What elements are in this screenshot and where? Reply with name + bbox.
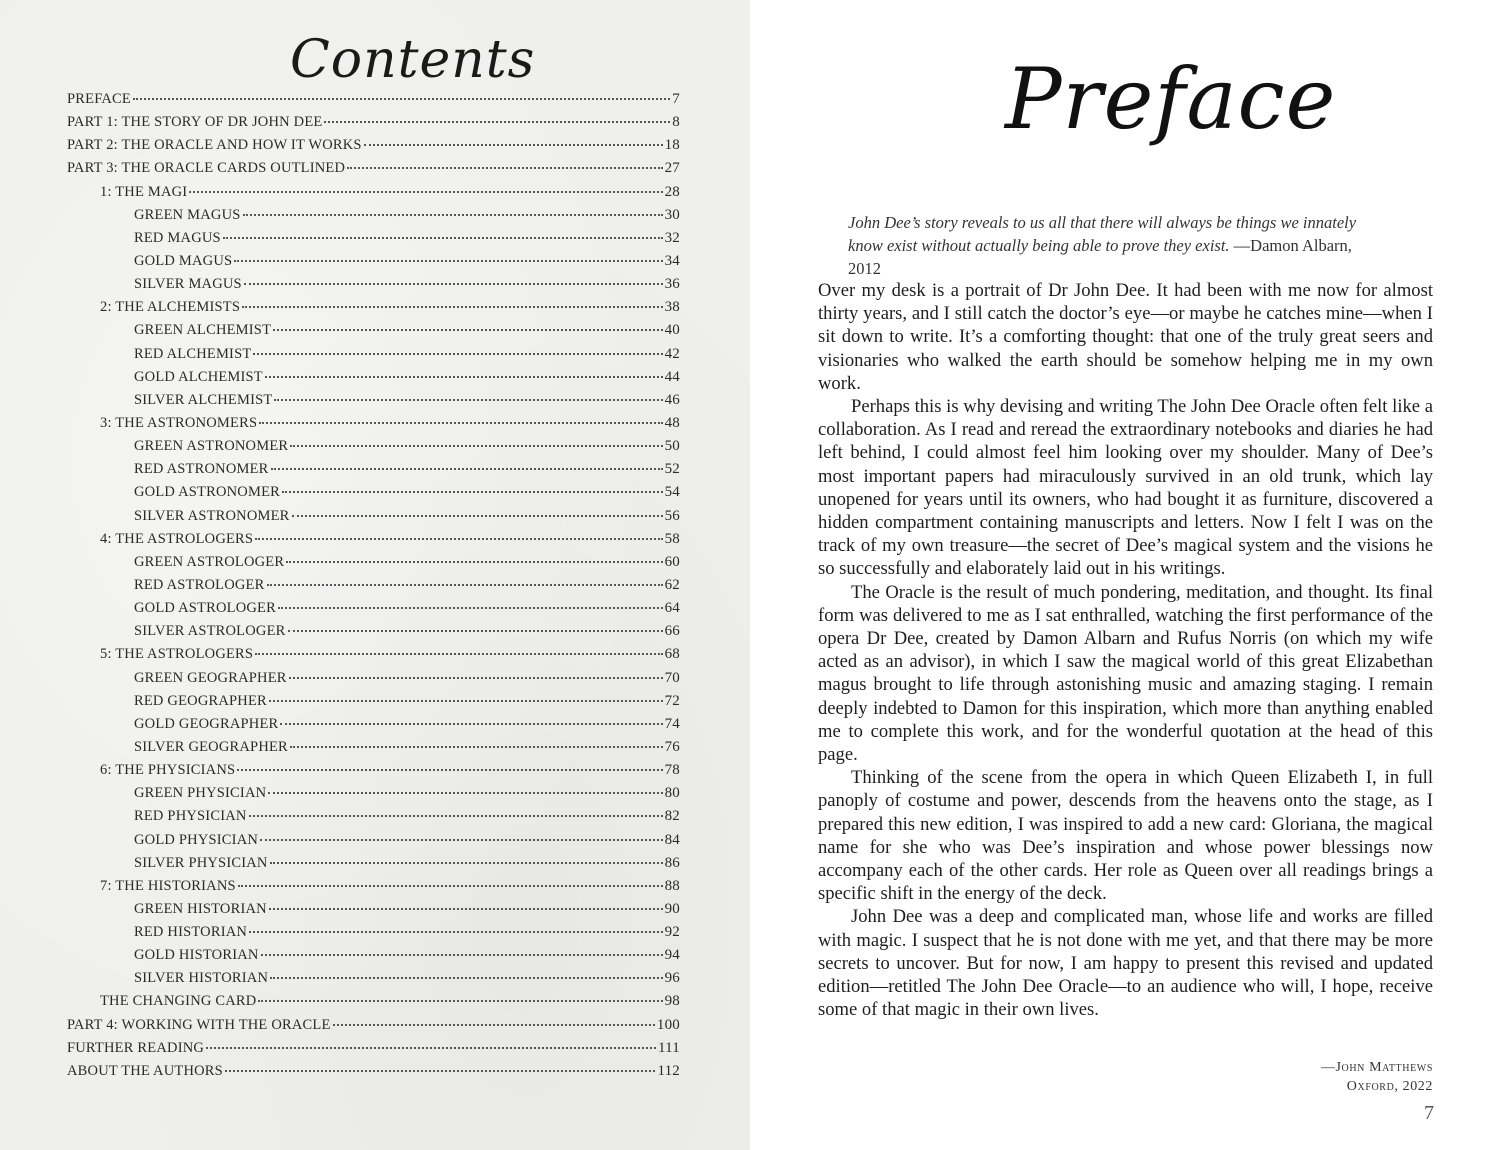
- toc-leader-dots: [259, 422, 662, 424]
- toc-entry-page: 70: [664, 669, 680, 686]
- paragraph: John Dee was a deep and complicated man, whose life and works are filled with magic. I suspect that he is not done with me yet, and that there may be more secrets to uncover. But for now, I am happy to present this revised and updated edition—retitled The John Dee Oracle—to an audience who will, I hope, receive some of that magic in their own lives.: [818, 906, 1433, 1021]
- toc-entry-page: 46: [664, 391, 680, 408]
- toc-leader-dots: [260, 839, 663, 841]
- toc-entry-label: PART 4: WORKING WITH THE ORACLE: [67, 1016, 331, 1033]
- toc-entry-page: 40: [664, 322, 680, 339]
- toc-entry-label: GREEN PHYSICIAN: [134, 785, 267, 802]
- signature-name: —John Matthews: [1320, 1060, 1433, 1075]
- toc-entry-label: GREEN GEOGRAPHER: [134, 669, 287, 686]
- toc-entry-label: GOLD MAGUS: [134, 252, 233, 269]
- toc-entry-label: GOLD ALCHEMIST: [134, 368, 263, 385]
- toc-entry: [67, 91, 680, 114]
- toc-entry-page: 96: [664, 970, 680, 987]
- toc-leader-dots: [280, 723, 662, 725]
- toc-leader-dots: [290, 746, 663, 748]
- toc-entry: [67, 508, 680, 531]
- toc-entry: [67, 207, 680, 230]
- toc-entry: [67, 855, 680, 878]
- toc-entry: [67, 299, 680, 322]
- toc-leader-dots: [270, 977, 662, 979]
- toc-entry: [67, 184, 680, 207]
- toc-entry: [67, 924, 680, 947]
- toc-entry: [67, 970, 680, 993]
- toc-leader-dots: [253, 353, 662, 355]
- toc-leader-dots: [324, 121, 670, 123]
- toc-entry: [67, 554, 680, 577]
- paragraph: Perhaps this is why devising and writing The John Dee Oracle often felt like a collaboration. As I read and reread the extraordinary notebooks and diaries he had left behind, I could almost feel him looking over my shoulder. Many of Dee’s most important papers had miraculously survived in an old trunk, which lay unopened for years until its owners, who had bought it as furniture, discovered a hidden compartment containing manuscripts and letters. Now I felt I was on the track of my own treasure—the secret of Dee’s magical system and the visions he so successfully and elaborately laid out in his writings.: [818, 396, 1433, 580]
- toc-entry-label: RED ASTROLOGER: [134, 576, 265, 593]
- toc-leader-dots: [288, 630, 663, 632]
- toc-entry: [67, 577, 680, 600]
- toc-entry-label: GOLD GEOGRAPHER: [134, 715, 279, 732]
- toc-entry: [67, 993, 680, 1016]
- toc-leader-dots: [274, 399, 662, 401]
- toc-entry-page: 34: [664, 252, 680, 269]
- toc-entry-page: 112: [657, 1062, 680, 1079]
- toc-entry: [67, 670, 680, 693]
- toc-entry-label: GOLD ASTROLOGER: [134, 600, 276, 617]
- toc-entry: [67, 716, 680, 739]
- toc-entry-label: RED ASTRONOMER: [134, 461, 269, 478]
- toc-leader-dots: [282, 491, 663, 493]
- toc-entry: [67, 623, 680, 646]
- toc-leader-dots: [273, 329, 662, 331]
- toc-entry: [67, 762, 680, 785]
- toc-entry-page: 7: [672, 91, 680, 107]
- toc-entry-page: 30: [664, 206, 680, 223]
- toc-entry-page: 38: [664, 299, 680, 316]
- toc-leader-dots: [243, 214, 663, 216]
- toc-leader-dots: [265, 376, 663, 378]
- toc-entry-label: PREFACE: [67, 91, 131, 107]
- table-of-contents: [67, 91, 680, 1086]
- toc-entry-label: 6: THE PHYSICIANS: [100, 762, 236, 779]
- toc-entry-label: GOLD ASTRONOMER: [134, 484, 280, 501]
- toc-entry: [67, 253, 680, 276]
- toc-entry-page: 80: [664, 785, 680, 802]
- toc-leader-dots: [249, 815, 663, 817]
- toc-leader-dots: [189, 191, 662, 193]
- toc-entry-label: GOLD HISTORIAN: [134, 947, 259, 964]
- toc-leader-dots: [255, 538, 662, 540]
- toc-entry-label: 1: THE MAGI: [100, 183, 188, 200]
- toc-entry-label: 4: THE ASTROLOGERS: [100, 530, 254, 547]
- toc-entry: [67, 600, 680, 623]
- toc-entry-page: 74: [664, 715, 680, 732]
- toc-entry-label: 5: THE ASTROLOGERS: [100, 646, 254, 663]
- toc-entry: [67, 646, 680, 669]
- toc-entry-page: 68: [664, 646, 680, 663]
- toc-entry-page: 66: [664, 623, 680, 640]
- toc-entry-page: 32: [664, 229, 680, 246]
- toc-entry-label: SILVER PHYSICIAN: [134, 854, 268, 871]
- toc-entry-label: 3: THE ASTRONOMERS: [100, 414, 258, 431]
- toc-entry-label: GOLD PHYSICIAN: [134, 831, 259, 848]
- toc-entry-page: 60: [664, 553, 680, 570]
- toc-entry-page: 92: [664, 924, 680, 941]
- toc-entry: [67, 461, 680, 484]
- toc-leader-dots: [269, 908, 663, 910]
- toc-entry: [67, 878, 680, 901]
- toc-leader-dots: [333, 1024, 655, 1026]
- toc-entry: [67, 160, 680, 183]
- toc-leader-dots: [271, 468, 663, 470]
- toc-entry: [67, 276, 680, 299]
- toc-entry-page: 28: [664, 183, 680, 200]
- toc-entry-label: SILVER MAGUS: [134, 276, 242, 293]
- toc-leader-dots: [270, 862, 663, 864]
- toc-entry-page: 50: [664, 438, 680, 455]
- toc-entry-label: RED PHYSICIAN: [134, 808, 247, 825]
- toc-leader-dots: [238, 885, 663, 887]
- toc-leader-dots: [249, 931, 662, 933]
- preface-title: Preface: [1005, 50, 1337, 148]
- toc-entry-page: 64: [664, 600, 680, 617]
- toc-entry-page: 98: [664, 993, 680, 1010]
- toc-leader-dots: [261, 954, 663, 956]
- toc-entry-page: 52: [664, 461, 680, 478]
- toc-entry: [67, 484, 680, 507]
- toc-entry-label: GREEN ASTRONOMER: [134, 438, 289, 455]
- toc-entry: [67, 392, 680, 415]
- toc-entry: [67, 415, 680, 438]
- toc-entry-page: 18: [664, 137, 680, 154]
- toc-entry-label: FURTHER READING: [67, 1039, 205, 1056]
- toc-leader-dots: [206, 1047, 656, 1049]
- toc-entry-page: 62: [664, 576, 680, 593]
- toc-entry-page: 78: [664, 762, 680, 779]
- toc-entry-page: 8: [672, 114, 680, 131]
- toc-entry-page: 82: [664, 808, 680, 825]
- toc-leader-dots: [258, 1000, 662, 1002]
- toc-entry: [67, 1063, 680, 1086]
- toc-entry-label: RED HISTORIAN: [134, 924, 248, 941]
- contents-title: Contents: [290, 30, 536, 90]
- toc-entry-page: 48: [664, 414, 680, 431]
- toc-leader-dots: [269, 700, 663, 702]
- toc-leader-dots: [286, 561, 662, 563]
- toc-entry-page: 44: [664, 368, 680, 385]
- toc-leader-dots: [223, 237, 663, 239]
- toc-entry-label: GREEN ASTROLOGER: [134, 553, 285, 570]
- toc-entry-label: SILVER ALCHEMIST: [134, 391, 273, 408]
- toc-entry-page: 84: [664, 831, 680, 848]
- toc-leader-dots: [364, 144, 663, 146]
- toc-entry-label: GREEN MAGUS: [134, 206, 241, 223]
- toc-entry: [67, 785, 680, 808]
- toc-entry-page: 90: [664, 900, 680, 917]
- toc-entry-page: 27: [664, 160, 680, 177]
- toc-leader-dots: [347, 167, 662, 169]
- toc-entry: [67, 832, 680, 855]
- toc-entry: [67, 739, 680, 762]
- toc-leader-dots: [289, 677, 663, 679]
- toc-entry: [67, 808, 680, 831]
- toc-entry-page: 56: [664, 507, 680, 524]
- epigraph: [848, 211, 1388, 280]
- toc-entry-page: 72: [664, 692, 680, 709]
- toc-entry-label: GREEN HISTORIAN: [134, 900, 267, 917]
- toc-entry: [67, 901, 680, 924]
- toc-leader-dots: [225, 1070, 656, 1072]
- toc-entry-page: 36: [664, 276, 680, 293]
- toc-entry-page: 42: [664, 345, 680, 362]
- toc-leader-dots: [268, 792, 662, 794]
- toc-leader-dots: [133, 98, 670, 100]
- toc-entry-label: SILVER GEOGRAPHER: [134, 738, 288, 755]
- toc-entry: [67, 531, 680, 554]
- toc-entry-label: PART 1: THE STORY OF DR JOHN DEE: [67, 114, 323, 131]
- toc-entry-page: 88: [664, 877, 680, 894]
- toc-leader-dots: [290, 445, 662, 447]
- toc-entry: [67, 693, 680, 716]
- toc-entry: [67, 322, 680, 345]
- toc-entry: [67, 137, 680, 160]
- toc-leader-dots: [278, 607, 663, 609]
- toc-entry-page: 100: [656, 1016, 680, 1033]
- toc-leader-dots: [237, 769, 662, 771]
- paragraph: Over my desk is a portrait of Dr John Dee. It had been with me now for almost thirty years, and I still catch the doctor’s eye—or maybe he catches mine—when I sit down to write. It’s a comforting thought: that one of the truly great seers and visionaries who walked the earth should be somehow helping me in my own work.: [818, 280, 1433, 394]
- page-number: 7: [1424, 1102, 1434, 1124]
- signature-place: Oxford, 2022: [1346, 1079, 1433, 1094]
- toc-entry-label: SILVER ASTROLOGER: [134, 623, 286, 640]
- toc-leader-dots: [267, 584, 663, 586]
- toc-entry-page: 86: [664, 854, 680, 871]
- toc-entry: [67, 438, 680, 461]
- epigraph-attribution: —Damon Albarn, 2012: [848, 236, 1352, 278]
- toc-entry: [67, 1040, 680, 1063]
- toc-entry-label: PART 3: THE ORACLE CARDS OUTLINED: [67, 160, 346, 177]
- toc-entry-label: SILVER HISTORIAN: [134, 970, 269, 987]
- toc-entry-label: 2: THE ALCHEMISTS: [100, 299, 241, 316]
- toc-entry-label: RED ALCHEMIST: [134, 345, 252, 362]
- toc-leader-dots: [242, 306, 663, 308]
- toc-entry-label: ABOUT THE AUTHORS: [67, 1062, 223, 1079]
- toc-entry: [67, 346, 680, 369]
- toc-leader-dots: [292, 515, 663, 517]
- toc-entry-page: 76: [664, 738, 680, 755]
- toc-entry: [67, 230, 680, 253]
- toc-entry-label: PART 2: THE ORACLE AND HOW IT WORKS: [67, 137, 362, 154]
- signature: [1321, 1058, 1433, 1096]
- paragraph: Thinking of the scene from the opera in which Queen Elizabeth I, in full panoply of costume and power, descends from the heavens onto the stage, as I prepared this new edition, I was inspired to add a new card: Gloriana, the magical name for she who was Dee’s inspiration and whose power blessings now accompany each of the other cards. Her role as Queen over all readings brings a specific shift in the energy of the deck.: [818, 767, 1433, 905]
- toc-entry-label: GREEN ALCHEMIST: [134, 322, 272, 339]
- toc-entry: [67, 369, 680, 392]
- toc-entry-page: 58: [664, 530, 680, 547]
- toc-entry-label: SILVER ASTRONOMER: [134, 507, 290, 524]
- toc-entry-label: RED GEOGRAPHER: [134, 692, 267, 709]
- epigraph-quote: John Dee’s story reveals to us all that there will always be things we innately know exist without actually being able to prove they exist.: [848, 213, 1357, 255]
- toc-entry: [67, 947, 680, 970]
- paragraph: The Oracle is the result of much pondering, meditation, and thought. Its final form was delivered to me as I sat enthralled, watching the first performance of the opera Dr Dee, created by Damon Albarn and Rufus Norris (on which my wife acted as an advisor), in which I saw the magical world of this great Elizabethan magus brought to life through astonishing music and amazing staging. I remain deeply indebted to Damon for this inspiration, which more than anything enabled me to complete this work, and for the wonderful quotation at the head of this page.: [818, 581, 1433, 766]
- toc-entry-page: 94: [664, 947, 680, 964]
- preface-page: [750, 0, 1500, 1150]
- toc-entry-label: THE CHANGING CARD: [100, 993, 257, 1010]
- toc-entry-label: RED MAGUS: [134, 229, 221, 246]
- toc-entry: [67, 114, 680, 137]
- preface-body: [818, 279, 1433, 1022]
- toc-entry-page: 111: [658, 1039, 680, 1056]
- toc-entry-page: 54: [664, 484, 680, 501]
- toc-entry-label: 7: THE HISTORIANS: [100, 877, 236, 894]
- toc-leader-dots: [234, 260, 662, 262]
- toc-leader-dots: [255, 653, 662, 655]
- toc-leader-dots: [244, 283, 663, 285]
- toc-entry: [67, 1017, 680, 1040]
